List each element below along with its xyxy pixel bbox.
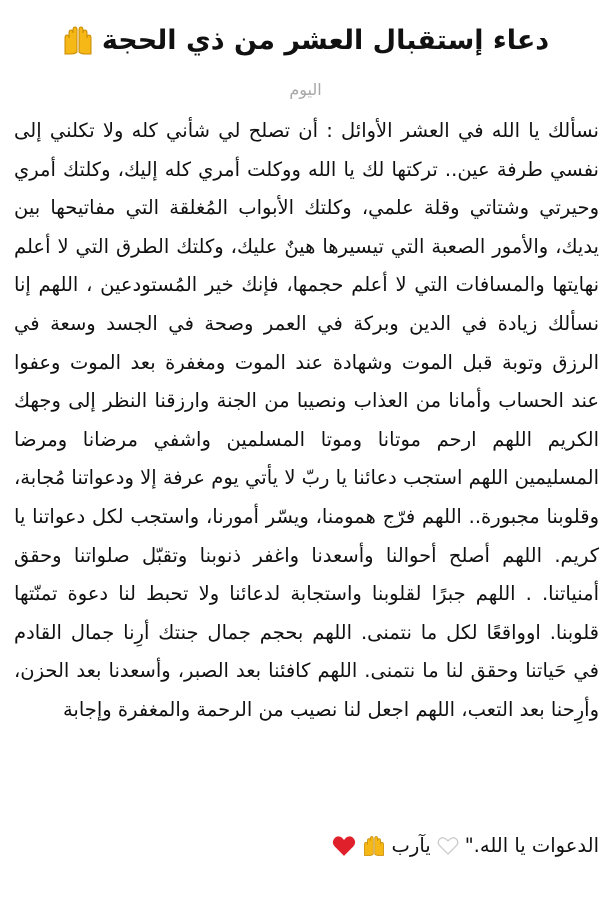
closing-word: يآرب — [391, 834, 431, 857]
closing-text: الدعوات يا الله." — [464, 834, 599, 857]
post-body-text: نسألك يا الله في العشر الأوائل : أن تصلح لي شأني كله ولا تكلني إلى نفسي طرفة عين.. تركتها لك يا الله ووكلت أمري كله إليك، وكلتك أمري وحيرتي وشتاتي وقلة علمي، وكلتك الأبواب المُغلقة التي مفاتيحها بين يديك، والأمور الصعبة التي تيسيرها هينٌ عليك، وكلتك الطرق التي لا أعلم نهايتها والمسافات التي لا أعلم حجمها، فإنك خير المُستودعين ، اللهم إنا نسألك زيادة في الدين وبركة في العمر وصحة في الجسد وسعة في الرزق وتوبة قبل الموت وشهادة عند الموت ومغفرة بعد الموت وعفوا عند الحساب وأمانا من العذاب ونصيبا من الجنة وارزقنا النظر إلى وجهك الكريم اللهم ارحم موتانا وموتا المسلمين واشفي مرضانا ومرضا المسليمين اللهم استجب دعائنا يا ربّ لا يأتي يوم عرفة إلا ودعواتنا مُجابة، وقلوبنا مجبورة.. اللهم فرّج همومنا، ويسّر أمورنا، واستجب لكل دعواتنا يا كريم. اللهم أصلح أحوالنا وأسعدنا واغفر ذنوبنا وتقبّل صلواتنا وحقق أمنياتنا. . اللهم جبرًا لقلوبنا واستجابة لدعائنا ولا تحبط لنا دعوة تمنّتها قلوبنا. اوواقعًا لكل ما نتمنى. اللهم بحجم جمال جنتك أرِنا جمال القادم في حَياتنا وحقق لنا ما نتمنى. اللهم كافئنا بعد الصبر، وأسعدنا بعد الحزن، وأرِحنا بعد التعب، اللهم اجعل لنا نصيب من الرحمة والمغفرة وإجابة — [14, 119, 599, 721]
red-heart-icon — [332, 835, 356, 857]
raising-hands-icon — [362, 835, 386, 857]
post-title: دعاء إستقبال العشر من ذي الحجة — [101, 24, 550, 56]
raising-hands-icon — [62, 24, 94, 56]
white-heart-icon — [437, 836, 459, 856]
post-header — [0, 14, 611, 66]
post-closing — [332, 834, 599, 857]
post-date-label: اليوم — [289, 80, 322, 99]
